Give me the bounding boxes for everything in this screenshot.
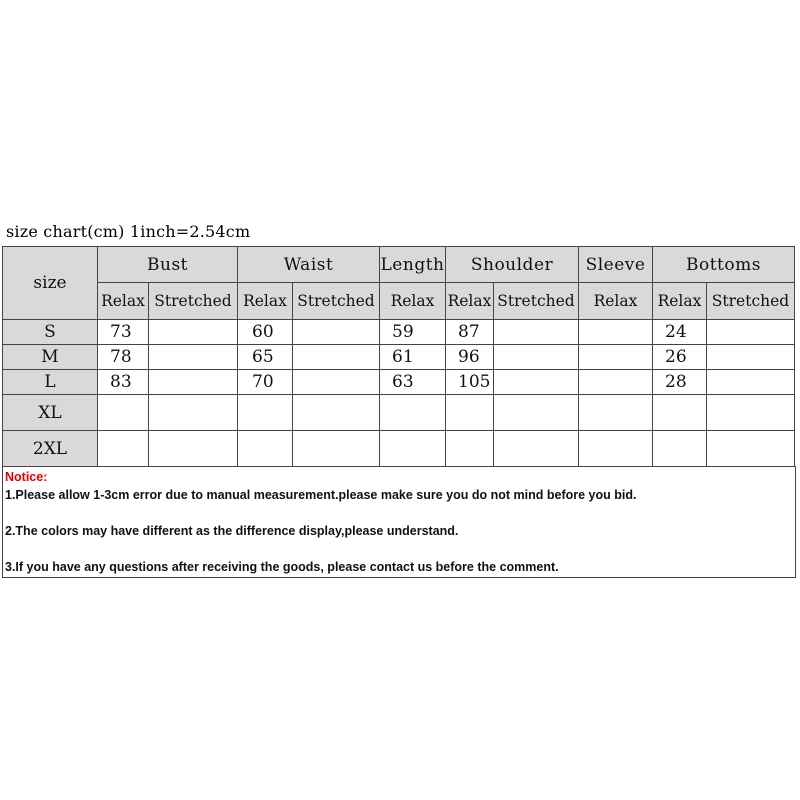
cell-bottoms-relax: 24 [653, 320, 707, 345]
cell-bust-relax: 73 [98, 320, 149, 345]
size-label: S [3, 320, 98, 345]
cell-shoulder-stretched [494, 431, 579, 467]
sub-bottoms-stretched: Stretched [707, 283, 795, 320]
notice-box [2, 466, 796, 578]
sub-length-relax: Relax [380, 283, 446, 320]
cell-bust-stretched [149, 431, 238, 467]
cell-shoulder-stretched [494, 320, 579, 345]
sub-bust-relax: Relax [98, 283, 149, 320]
cell-bottoms-stretched [707, 320, 795, 345]
cell-bust-stretched [149, 320, 238, 345]
cell-length-relax [380, 395, 446, 431]
cell-bust-relax [98, 395, 149, 431]
cell-shoulder-stretched [494, 345, 579, 370]
sub-waist-stretched: Stretched [293, 283, 380, 320]
cell-sleeve-relax [579, 370, 653, 395]
cell-waist-stretched [293, 431, 380, 467]
header-sleeve: Sleeve [579, 247, 653, 283]
cell-shoulder-relax: 105 [446, 370, 494, 395]
cell-bust-relax [98, 431, 149, 467]
sub-waist-relax: Relax [238, 283, 293, 320]
cell-sleeve-relax [579, 345, 653, 370]
table-row [3, 320, 795, 345]
table-row [3, 395, 795, 431]
cell-bottoms-relax [653, 395, 707, 431]
cell-bottoms-stretched [707, 395, 795, 431]
cell-length-relax [380, 431, 446, 467]
cell-shoulder-stretched [494, 370, 579, 395]
cell-bottoms-stretched [707, 431, 795, 467]
cell-shoulder-stretched [494, 395, 579, 431]
cell-length-relax: 59 [380, 320, 446, 345]
header-length: Length [380, 247, 446, 283]
cell-bust-stretched [149, 395, 238, 431]
notice-title: Notice: [5, 470, 48, 484]
cell-shoulder-relax [446, 395, 494, 431]
cell-bust-relax: 78 [98, 345, 149, 370]
cell-bust-relax: 83 [98, 370, 149, 395]
cell-waist-stretched [293, 345, 380, 370]
cell-waist-relax [238, 395, 293, 431]
cell-sleeve-relax [579, 320, 653, 345]
table-row [3, 431, 795, 467]
notice-line-2: 2.The colors may have different as the difference display,please understand. [5, 524, 459, 538]
cell-sleeve-relax [579, 431, 653, 467]
cell-waist-stretched [293, 370, 380, 395]
cell-bottoms-relax: 28 [653, 370, 707, 395]
table-row [3, 370, 795, 395]
size-label: L [3, 370, 98, 395]
cell-bottoms-relax [653, 431, 707, 467]
cell-waist-relax: 60 [238, 320, 293, 345]
sub-bust-stretched: Stretched [149, 283, 238, 320]
header-waist: Waist [238, 247, 380, 283]
cell-bottoms-stretched [707, 345, 795, 370]
cell-bottoms-stretched [707, 370, 795, 395]
size-label: 2XL [3, 431, 98, 467]
table-row [3, 345, 795, 370]
cell-bottoms-relax: 26 [653, 345, 707, 370]
sub-shoulder-relax: Relax [446, 283, 494, 320]
cell-bust-stretched [149, 345, 238, 370]
cell-shoulder-relax: 87 [446, 320, 494, 345]
cell-waist-relax: 70 [238, 370, 293, 395]
cell-length-relax: 61 [380, 345, 446, 370]
cell-length-relax: 63 [380, 370, 446, 395]
header-shoulder: Shoulder [446, 247, 579, 283]
cell-bust-stretched [149, 370, 238, 395]
header-bottoms: Bottoms [653, 247, 795, 283]
notice-line-3: 3.If you have any questions after receiving the goods, please contact us before the comment. [5, 560, 559, 574]
cell-waist-relax: 65 [238, 345, 293, 370]
size-label: XL [3, 395, 98, 431]
cell-sleeve-relax [579, 395, 653, 431]
size-label: M [3, 345, 98, 370]
cell-waist-relax [238, 431, 293, 467]
size-chart-table [2, 246, 795, 467]
cell-waist-stretched [293, 395, 380, 431]
cell-waist-stretched [293, 320, 380, 345]
cell-shoulder-relax: 96 [446, 345, 494, 370]
sub-sleeve-relax: Relax [579, 283, 653, 320]
header-bust: Bust [98, 247, 238, 283]
header-size: size [3, 247, 98, 320]
cell-shoulder-relax [446, 431, 494, 467]
sub-shoulder-stretched: Stretched [494, 283, 579, 320]
sub-bottoms-relax: Relax [653, 283, 707, 320]
notice-line-1: 1.Please allow 1-3cm error due to manual measurement.please make sure you do not mind before you bid. [5, 488, 637, 502]
chart-title: size chart(cm) 1inch=2.54cm [6, 222, 251, 241]
